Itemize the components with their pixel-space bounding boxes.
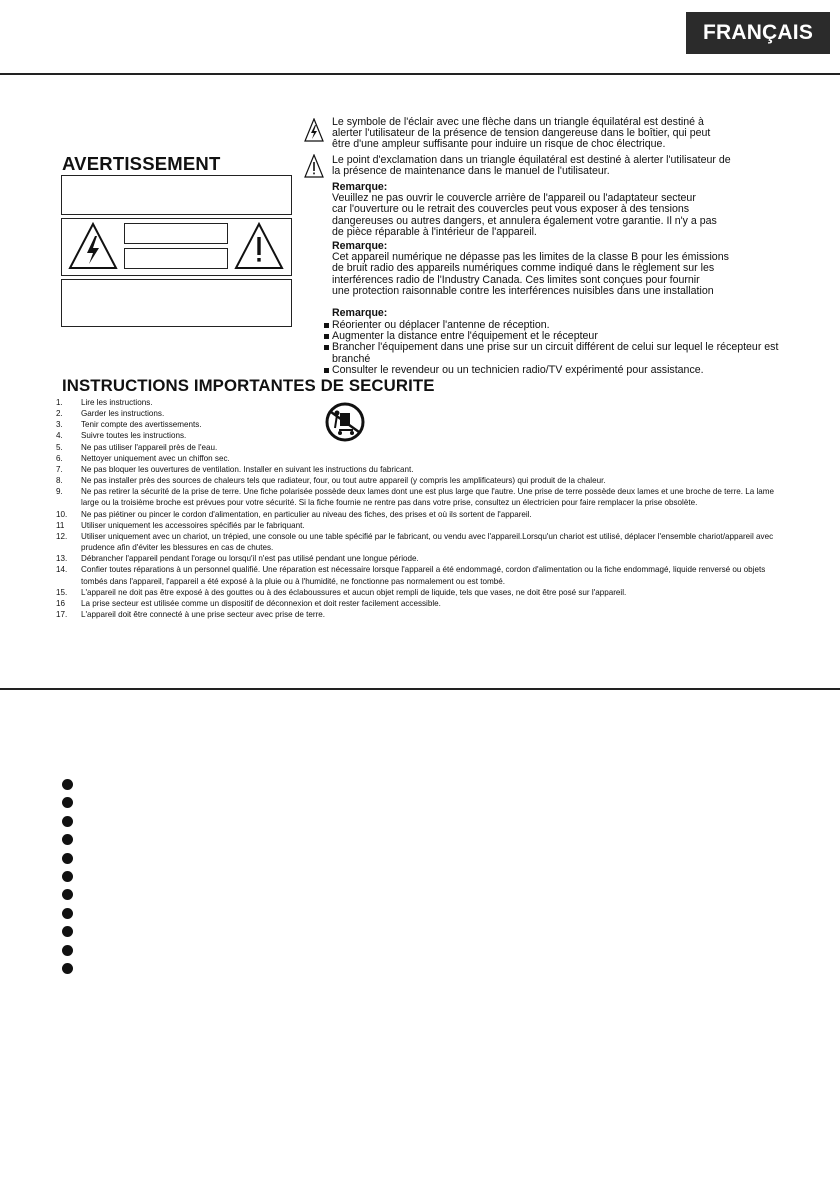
note-heading: Remarque: <box>332 181 388 193</box>
exclamation-symbol-text <box>332 155 774 177</box>
note-heading: Remarque: <box>332 307 388 319</box>
list-item: 5. Ne pas utiliser l'appareil près de l'eau. <box>56 442 218 452</box>
list-item: 4. Suivre toutes les instructions. <box>56 431 187 441</box>
list-item: 16 La prise secteur est utilisée comme un dispositif de déconnexion et doit rester facilement accessible. <box>56 598 441 608</box>
list-item: 3. Tenir compte des avertissements. <box>56 420 202 430</box>
bullet-dot-icon <box>62 797 73 808</box>
text-line: car l'ouverture ou le retrait des couvercles peut vous exposer à des tensions <box>332 203 690 216</box>
list-item: 11 Utiliser uniquement les accessoires spécifiés par le fabriquant. <box>56 520 305 530</box>
bullet-dot-icon <box>62 926 73 937</box>
text-line: Cet appareil numérique ne dépasse pas les limites de la classe B pour les émissions <box>332 251 729 264</box>
text-line: être d'une ampleur suffisante pour induire un risque de choc électrique. <box>332 138 666 151</box>
warning-box-top <box>61 175 292 215</box>
list-item: 2. Garder les instructions. <box>56 409 165 419</box>
warning-title: AVERTISSEMENT <box>62 153 221 174</box>
middle-divider <box>0 688 840 690</box>
bullet-dot-icon <box>62 816 73 827</box>
list-item: Consulter le revendeur ou un technicien radio/TV expérimenté pour assistance. <box>324 365 784 376</box>
instructions-title: INSTRUCTIONS IMPORTANTES DE SECURITE <box>62 376 435 395</box>
bullet-dot-icon <box>62 871 73 882</box>
note-3-bullets <box>324 320 784 376</box>
bullet-dot-icon <box>62 834 73 845</box>
instructions-list <box>56 397 791 620</box>
list-item: 7. Ne pas bloquer les ouvertures de ventilation. Installer en suivant les instructions du fabricant. <box>56 464 414 474</box>
note-heading: Remarque: <box>332 240 388 252</box>
lightning-warning-icon <box>68 222 118 270</box>
text-line: de bruit radio des appareils numériques comme indiqué dans le règlement sur les <box>332 262 715 275</box>
text-line: la présence de maintenance dans le manuel de l'utilisateur. <box>332 165 610 178</box>
list-item: Augmenter la distance entre l'équipement et le récepteur <box>324 331 784 342</box>
lightning-warning-icon <box>304 118 324 142</box>
bullet-dot-icon <box>62 963 73 974</box>
list-item: 8. Ne pas installer près des sources de chaleurs tels que radiateur, four, ou tout autre appareil (y compris les amplificateurs) qui produit de la chaleur. <box>56 476 606 486</box>
note-1 <box>332 182 774 238</box>
note-3 <box>332 308 774 319</box>
list-item: 14. Confier toutes réparations à un personnel qualifié. Une réparation est nécessaire lorsque l'appareil a été endommagé, cordon d'alimentation ou la fiche endommagé, liquide renversé ou objets tombés dans l'appareil, l'appareil a été exposé à la pluie ou à l'humidité, ne fonctionne pas normalement ou est tombé. <box>56 565 766 586</box>
list-item: 10. Ne pas piétiner ou pincer le cordon d'alimentation, en particulier au niveau des fiches, des prises et où ils sortent de l'appareil. <box>56 509 532 519</box>
note-2 <box>332 241 774 297</box>
warning-label-box-1 <box>124 223 228 244</box>
text-line: interférences radio de l'Industry Canada. Ces limites sont conçues pour fournir <box>332 273 700 286</box>
text-line: Le symbole de l'éclair avec une flèche dans un triangle équilatéral est destiné à <box>332 116 704 128</box>
bullet-dot-icon <box>62 908 73 919</box>
language-badge: FRANÇAIS <box>686 12 830 54</box>
bullet-dot-icon <box>62 889 73 900</box>
list-item: Réorienter ou déplacer l'antenne de réception. <box>324 320 784 331</box>
text-line: dangereuses ou autres dangers, et annulera également votre garantie. Il n'y a pas <box>332 214 717 227</box>
list-item: 15. L'appareil ne doit pas être exposé à des gouttes ou à des éclaboussures et aucun objet rempli de liquide, tels que vases, ne doit être posé sur l'appareil. <box>56 587 627 597</box>
warning-box-bottom <box>61 279 292 327</box>
bottom-bullet-list <box>62 779 73 981</box>
list-item: 1. Lire les instructions. <box>56 398 153 407</box>
top-divider <box>0 73 840 75</box>
list-item: 17. L'appareil doit être connecté à une prise secteur avec prise de terre. <box>56 609 326 619</box>
list-item: Brancher l'équipement dans une prise sur un circuit différent de celui sur lequel le récepteur est branché <box>324 342 784 364</box>
text-line: une protection raisonnable contre les interférences nuisibles dans une installation <box>332 284 714 297</box>
exclamation-warning-icon <box>304 154 324 178</box>
bullet-dot-icon <box>62 945 73 956</box>
bullet-dot-icon <box>62 779 73 790</box>
warning-label-box-2 <box>124 248 228 269</box>
list-item: 12. Utiliser uniquement avec un chariot, un trépied, une console ou une table spécifié par le fabricant, ou vendu avec l'appareil.Lorsqu'un chariot est utilisé, déplacer l'ensemble chariot/appareil avec prudence afin d'éviter les blessures en cas de chutes. <box>56 531 774 553</box>
list-item: 13. Débrancher l'appareil pendant l'orage ou lorsqu'il n'est pas utilisé pendant une longue période. <box>56 554 419 564</box>
text-line: Veuillez ne pas ouvrir le couvercle arrière de l'appareil ou l'adaptateur secteur <box>332 192 696 205</box>
text-line: alerter l'utilisateur de la présence de tension dangereuse dans le boîtier, qui peut <box>332 127 711 140</box>
text-line: de pièce réparable à l'intérieur de l'appareil. <box>332 225 537 238</box>
bullet-dot-icon <box>62 853 73 864</box>
list-item: 9. Ne pas retirer la sécurité de la prise de terre. Une fiche polarisée possède deux lames dont une est plus large que l'autre. Une prise de terre possède deux lames et une broche de terre. La lame large ou la troisième broche est prévues pour votre sécurité. Si la fiche fournie ne rentre pas dans votre prise, consultez un électricien pour faire remplacer la prise obsolète. <box>56 487 775 508</box>
text-line: Le point d'exclamation dans un triangle équilatéral est destiné à alerter l'utilisateur de <box>332 154 731 166</box>
warning-box-symbols <box>61 218 292 276</box>
list-item: 6. Nettoyer uniquement avec un chiffon sec. <box>56 453 230 463</box>
exclamation-warning-icon <box>234 222 284 270</box>
lightning-symbol-text <box>332 117 774 151</box>
